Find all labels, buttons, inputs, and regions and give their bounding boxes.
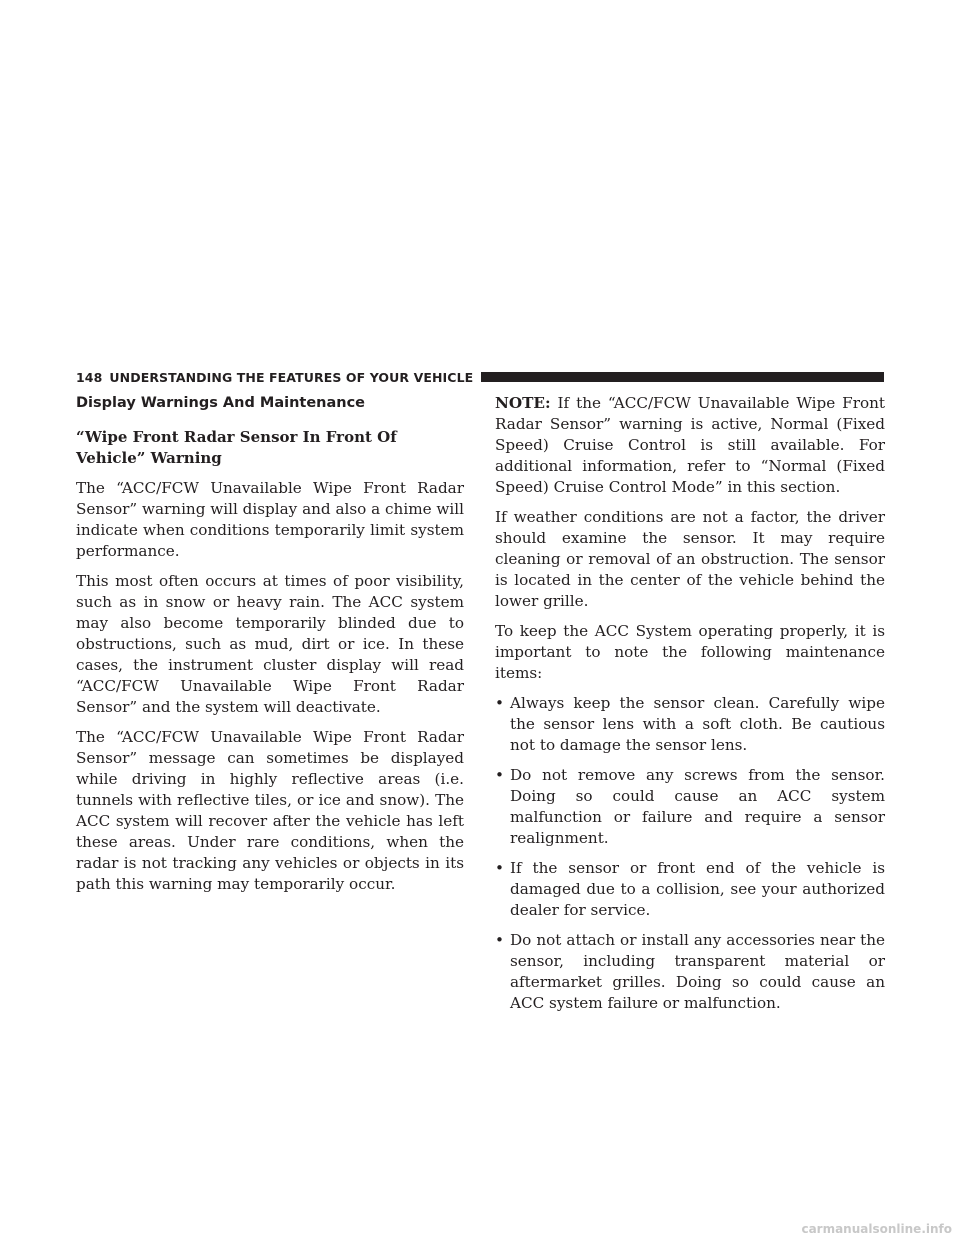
note-text: If the “ACC/FCW Unavailable Wipe Front Radar Sensor” warning is active, Normal (Fixed Speed) Cruise Control is still available. For additional information, refer to “Normal (Fixed Speed) Cruise Control Mode” in this section.	[495, 394, 885, 496]
list-item	[495, 930, 885, 1014]
watermark: carmanualsonline.info	[801, 1222, 952, 1236]
paragraph: This most often occurs at times of poor visibility, such as in snow or heavy rain. The ACC system may also become temporarily blinded due to obstructions, such as mud, dirt or ice. In these cases, the instrument cluster display will read “ACC/FCW Unavailable Wipe Front Radar Sensor” and the system will deactivate.	[76, 572, 464, 716]
bullet-icon: •	[495, 694, 504, 712]
page-number: 148	[76, 369, 103, 385]
note-label: NOTE:	[495, 394, 551, 412]
list-item-text: If the sensor or front end of the vehicle is damaged due to a collision, see your authorized dealer for service.	[510, 859, 885, 919]
note-paragraph	[495, 393, 885, 498]
bullet-icon: •	[495, 931, 504, 949]
header-rule	[481, 372, 884, 382]
list-item-text: Do not attach or install any accessories near the sensor, including transparent material or aftermarket grilles. Doing so could cause an ACC system failure or malfunction.	[510, 931, 885, 1012]
paragraph: To keep the ACC System operating properly, it is important to note the following maintenance items:	[495, 622, 885, 682]
list-item-text: Do not remove any screws from the sensor. Doing so could cause an ACC system malfunction or failure and require a sensor realignment.	[510, 766, 885, 847]
list-item	[495, 858, 885, 921]
page-header	[76, 366, 884, 388]
section-heading: Display Warnings And Maintenance	[76, 395, 366, 411]
maintenance-list	[495, 693, 885, 1014]
warning-subheading: “Wipe Front Radar Sensor In Front Of Vehicle” Warning	[76, 428, 397, 467]
right-column	[495, 393, 885, 1023]
bullet-icon: •	[495, 859, 504, 877]
bullet-icon: •	[495, 766, 504, 784]
paragraph: If weather conditions are not a factor, the driver should examine the sensor. It may require cleaning or removal of an obstruction. The sensor is located in the center of the vehicle behind the lower grille.	[495, 508, 885, 610]
paragraph: The “ACC/FCW Unavailable Wipe Front Radar Sensor” warning will display and also a chime will indicate when conditions temporarily limit system performance.	[76, 479, 464, 560]
list-item	[495, 765, 885, 849]
list-item-text: Always keep the sensor clean. Carefully wipe the sensor lens with a soft cloth. Be cautious not to damage the sensor lens.	[510, 694, 885, 754]
paragraph: The “ACC/FCW Unavailable Wipe Front Radar Sensor” message can sometimes be displayed while driving in highly reflective areas (i.e. tunnels with reflective tiles, or ice and snow). The ACC system will recover after the vehicle has left these areas. Under rare conditions, when the radar is not tracking any vehicles or objects in its path this warning may temporarily occur.	[76, 728, 464, 893]
section-title: UNDERSTANDING THE FEATURES OF YOUR VEHICLE	[109, 369, 474, 385]
list-item	[495, 693, 885, 756]
left-column	[76, 393, 464, 904]
